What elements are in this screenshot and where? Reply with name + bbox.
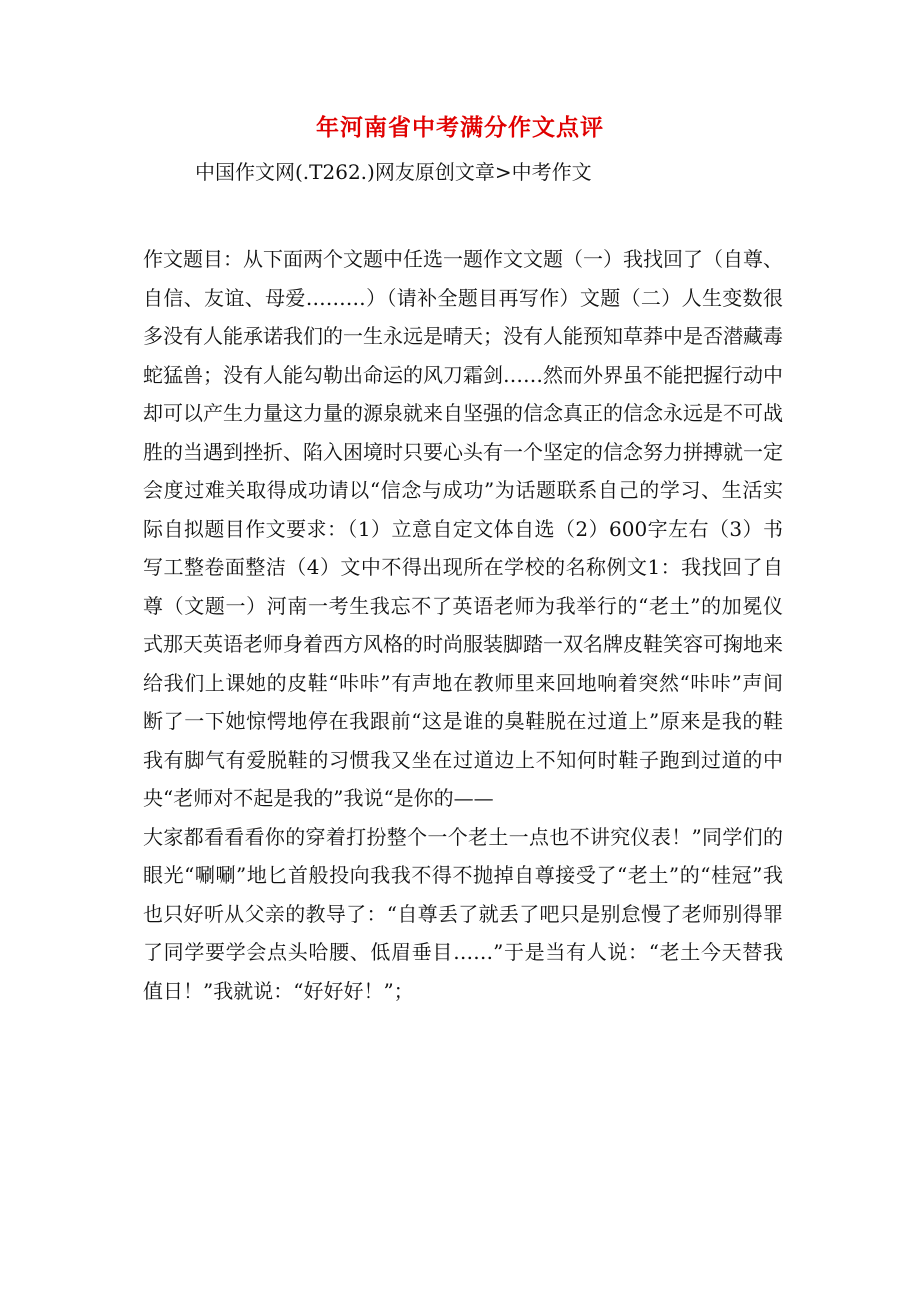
paragraph-1: 作文题目：从下面两个文题中任选一题作文文题（一）我找回了（自尊、自信、友谊、母爱………）（请补全题目再写作）文题（二）人生变数很多没有人能承诺我们的一生永远是晴天；没有人能预知草莽中是否潜藏毒蛇猛兽；没有人能勾勒出命运的风刀霜剑……然而外界虽不能把握行动中却可以产生力量这力量的源泉就来自坚强的信念真正的信念永远是不可战胜的当遇到挫折、陷入困境时只要心头有一个坚定的信念努力拼搏就一定会度过难关取得成功请以“信念与成功”为话题联系自己的学习、生活实际自拟题目作文要求：（1）立意自定文体自选（2）600字左右（3）书写工整卷面整洁（4）文中不得出现所在学校的名称例文1：我找回了自尊（文题一）河南一考生我忘不了英语老师为我举行的“老土”的加冕仪式那天英语老师身着西方风格的时尚服装脚踏一双名牌皮鞋笑容可掬地来给我们上课她的皮鞋“咔咔”有声地在教师里来回地响着突然“咔咔”声间断了一下她惊愕地停在我跟前“这是谁的臭鞋脱在过道上”原来是我的鞋我有脚气有爱脱鞋的习惯我又坐在过道边上不知何时鞋子跑到过道的中央“老师对不起是我的”我说“是你的—— [143, 247, 783, 810]
source-line: 中国作文网(.T262.)网友原创文章>中考作文 [195, 160, 592, 184]
document-body [143, 240, 783, 1010]
paragraph-2: 大家都看看看你的穿着打扮整个一个老土一点也不讲究仪表！”同学们的眼光“唰唰”地匕首般投向我我不得不抛掉自尊接受了“老土”的“桂冠”我也只好听从父亲的教导了：“自尊丢了就丢了吧只是别怠慢了老师别得罪了同学要学会点头哈腰、低眉垂目……”于是当有人说：“老土今天替我值日！”我就说：“好好好！”； [143, 824, 783, 1003]
document-title: 年河南省中考满分作文点评 [316, 114, 604, 141]
